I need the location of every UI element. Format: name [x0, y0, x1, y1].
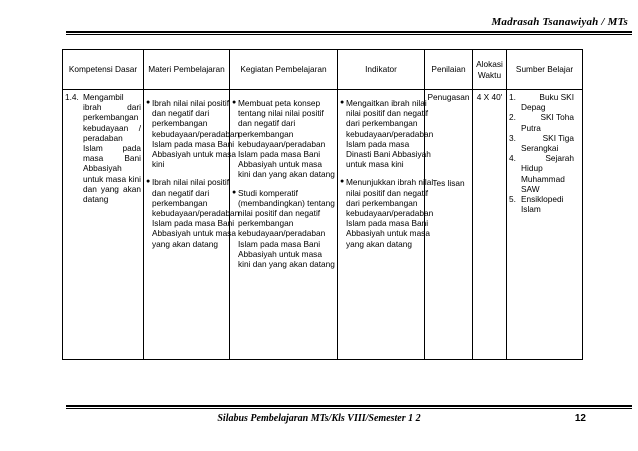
cell-kegiatan [230, 90, 338, 360]
footer-rule [66, 405, 632, 407]
header-rule [66, 31, 632, 33]
table-row [63, 90, 583, 360]
header-rule-thin [66, 34, 632, 35]
list-item: 4. Sejarah Hidup Muhammad SAW [509, 153, 574, 194]
cell-indikator [338, 90, 434, 360]
bullet-icon: ● [340, 99, 345, 106]
list-item: ● Studi komperatif (membandingkan) tentang nilai positif dan negatif perkembangan kebudayaan/peradaban Islam pada masa Bani Abbasiyah untuk masa kini dan yang akan datang [232, 187, 335, 270]
header-sumber: Sumber Belajar [507, 50, 583, 90]
list-item: 3. SKI Tiga Serangkai [509, 132, 574, 154]
cell-materi [144, 90, 240, 360]
footer-rule-thin [66, 408, 632, 409]
cell-kompetensi [63, 90, 144, 360]
header-alokasi: Alokasi Waktu [473, 50, 507, 90]
header-materi: Materi Pembelajaran [144, 50, 230, 90]
list-item: ● Mengaitkan ibrah nilai nilai positif dan negatif dari perkembangan kebudayaan/peradaban Islam pada masa Dinasti Bani Abbasiyah untuk masa kini [340, 98, 434, 170]
document-header: Madrasah Tsanawiyah / MTs [491, 16, 628, 28]
bullet-icon: ● [146, 99, 151, 106]
header-kegiatan: Kegiatan Pembelajaran [230, 50, 338, 90]
syllabus-table [62, 49, 583, 360]
header-penilaian: Penilaian [425, 50, 473, 90]
list-item: 2. SKI Toha Putra [509, 112, 574, 133]
list-item: 5. Ensiklopedi Islam [509, 194, 564, 215]
document-footer: Silabus Pembelajaran MTs/Kls VIII/Semester 1 2 [217, 413, 421, 424]
bullet-icon: ● [146, 178, 151, 186]
header-indikator: Indikator [338, 50, 425, 90]
alokasi-waktu: 4 X 40' [476, 92, 503, 102]
kd-text: Mengambil ibrah dari perkembangan kebudayaan / peradaban Islam pada masa Bani Abbasiyah untuk masa kini dan yang akan datang [83, 92, 141, 205]
kd-number: 1.4. [65, 92, 79, 102]
list-item: ● Ibrah nilai nilai positif dan negatif dari perkembangan kebudayaan/peradaban Islam pada masa Bani Abbasiyah untuk masa yang akan datang [146, 177, 240, 249]
penilaian-tes-lisan: Tes lisan [432, 178, 465, 189]
header-kompetensi: Kompetensi Dasar [63, 50, 144, 90]
list-item: ● Ibrah nilai nilai positif dan negatif dari perkembangan kebudayaan/peradaban Islam pada masa Bani Abbasiyah untuk masa kini [146, 98, 240, 170]
bullet-icon: ● [232, 99, 237, 106]
list-item: ● Menunjukkan ibrah nilai nilai positif dan negatif dari perkembangan kebudayaan/peradaban Islam pada masa Bani Abbasiyah untuk masa yang akan datang [340, 177, 434, 249]
bullet-icon: ● [232, 188, 237, 196]
penilaian-penugasan: Penugasan [427, 92, 470, 102]
page-number: 12 [574, 413, 586, 424]
cell-sumber [507, 90, 583, 360]
list-item: 1. Buku SKI Depag [509, 92, 574, 113]
list-item: ● Membuat peta konsep tentang nilai nilai positif dan negatif dari perkembangan kebudayaan/peradaban Islam pada masa Bani Abbasiyah untuk masa kini dan yang akan datang [232, 98, 335, 180]
cell-alokasi [473, 90, 507, 360]
table-header-row [63, 50, 583, 90]
bullet-icon: ● [340, 178, 345, 186]
